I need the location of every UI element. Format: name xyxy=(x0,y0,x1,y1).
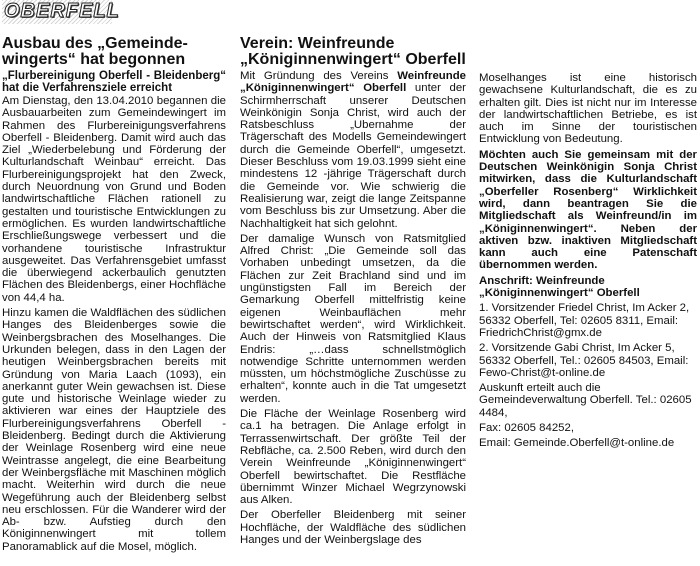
fax-number: Fax: 02605 84252, xyxy=(479,422,574,435)
article1-subhead: „Flurbereinigung Oberfell - Bleidenberg“ hat die Verfahrensziele erreicht xyxy=(2,70,226,94)
article2-paragraph: Der Oberfeller Bleidenberg mit seiner Hochfläche, der Waldfläche des südlichen Hanges und der Weinbergslage des xyxy=(240,509,466,546)
article2-paragraph: Die Fläche der Weinlage Rosenberg wird ca.1 ha betragen. Die Anlage erfolgt in Terrassenwirtschaft. Der größte Teil der Rebfläche, ca. 2.500 Reben, wird durch den Verein Weinfreunde „Königinnenwingert“ Oberfell bewirtschaftet. Die Restfläche übernimmt Winzer Michael Wegrzynowski aus Alken. xyxy=(240,408,466,507)
article1-paragraph: Am Dienstag, den 13.04.2010 begannen die Ausbauarbeiten zum Gemeindewingert im Rahmen des Flurbereinigungsverfahrens Oberfell - Bleidenberg. Damit wird auch das Ziel „Wiederbelebung und Förderung der Kulturlandschaft Weinbau“ erreicht. Das Flurbereinigungsprojekt hat den Zweck, durch Neuordnung von Grund und Boden landwirtschaftliche Flächen rationell zu gestalten und touristische Entwicklungen zu ermöglichen. Es wurden landwirtschaftliche Erschließungswege verbessert und die vorhandene touristische Infrastruktur ausgeweitet. Das Verfahrensgebiet umfasst die überwiegend ackerbaulich genutzten Flächen des Bleidenbergs, einer Hochfläche von 44,4 ha. xyxy=(2,95,226,304)
article2-headline: Verein: Weinfreunde „Königinnenwingert“ Oberfell xyxy=(240,35,466,68)
article-weinfreunde-continued xyxy=(479,72,697,453)
article1-paragraph: Hinzu kamen die Waldflächen des südlichen Hanges des Bleidenberges sowie die Weinbergsbrachen des Moselhanges. Die Urkunden belegen, dass in den Lagen der heutigen Weinbergsbrachen bereits mit Gründung von Maria Laach (1093), ein anerkannt guter Wein gewachsen ist. Diese gute und historische Weinlage wieder zu aktivieren war eines der Hauptziele des Flurbereinigungsverfahrens Oberfell - Bleidenberg. Bedingt durch die Aktivierung der Weinlage Rosenberg wird eine neue Weintrasse angelegt, die eine Bearbeitung der Weinbergsfläche mit Maschinen möglich macht. Weiterhin wird durch die neue Wegeführung auch der Bleidenberg selbst neu erschlossen. Für die Wanderer wird der Ab- bzw. Aufstieg durch den Königinnenwingert mit tollem Panoramablick auf die Mosel, möglich. xyxy=(2,307,226,553)
masthead-title: OBERFELL xyxy=(4,0,120,22)
continued-paragraph: Moselhanges ist eine historisch gewachsene Kulturlandschaft, die es zu erhalten gilt. Dies ist nicht nur im Interesse der landwirtschaftlichen Betriebe, es ist auch im Sinne der touristischen Entwicklung von Bedeutung. xyxy=(479,72,697,146)
contact-vice-chair: 2. Vorsitzende Gabi Christ, Im Acker 5, 56332 Oberfell, Tel.: 02605 84503, Email: Fewo-Christ@t-online.de xyxy=(479,342,689,379)
article2-paragraph: Der damalige Wunsch von Ratsmitglied Alfred Christ: „Die Gemeinde soll das Vorhaben unbedingt umsetzen, da die Flächen zur Zeit Brachland sind und im ungünstigsten Fall im Bereich der Gemarkung Oberfell mittelfristig keine eigenen Weinbauflächen mehr bewirtschaftet werden“, wird Wirklichkeit. Auch der Hinweis von Ratsmitglied Klaus Endris: „…dass schnellstmöglich notwendige Schritte unternommen werden müssten, um höchstmögliche Zuschüsse zu erhalten“, konnte auch in die Tat umgesetzt werden. xyxy=(240,232,466,405)
club-name: Weinfreunde „Königinnenwingert“ Oberfell xyxy=(240,70,466,95)
article-weinfreunde xyxy=(240,36,466,549)
info-municipality: Auskunft erteilt auch die Gemeindeverwaltung Oberfell. Tel.: 02605 4484, xyxy=(479,382,692,419)
article1-headline: Ausbau des „Gemeinde-wingerts“ hat begonnen xyxy=(2,35,188,68)
email-address: Email: Gemeinde.Oberfell@t-online.de xyxy=(479,437,675,450)
contact-chairman: 1. Vorsitzender Friedel Christ, Im Acker 2, 56332 Oberfell, Tel: 02605 8311, Email: FriedrichChrist@gmx.de xyxy=(479,302,690,339)
masthead-banner xyxy=(2,0,120,24)
article2-intro-paragraph xyxy=(240,70,466,230)
intro-text-rest: unter der Schirmherrschaft unserer Deutschen Weinkönigin Sonja Christ, wird auch der Ratsbeschluss „Ubernahme der Trägerschaft des Modells Gemeindewingert durch die Gemeinde Oberfell“, umgesetzt. Dieser Beschluss vom 19.03.1999 sieht eine mindestens 12 -jährige Trägerschaft durch die Gemeinde vor. Wie schwierig die Realisierung war, zeigt die lange Zeitspanne vom Beschluss bis zur Umsetzung. Aber die Nachhaltigkeit hat sich gelohnt. xyxy=(240,82,466,230)
address-heading: Anschrift: Weinfreunde „Königinnenwingert“ Oberfell xyxy=(479,274,640,300)
intro-text: Mit Gründung des Vereins xyxy=(240,70,398,82)
article-gemeindewingert xyxy=(2,36,226,556)
membership-appeal: Möchten auch Sie gemeinsam mit der Deutschen Weinkönigin Sonja Christ mitwirken, dass die Kulturlandschaft „Oberfeller Rosenberg“ Wirklichkeit wird, dann beantragen Sie die Mitgliedschaft als Weinfreund/in im „Königinnenwingert“. Neben der aktiven bzw. inaktiven Mitgliedschaft kann auch eine Patenschaft übernommen werden. xyxy=(479,148,697,272)
